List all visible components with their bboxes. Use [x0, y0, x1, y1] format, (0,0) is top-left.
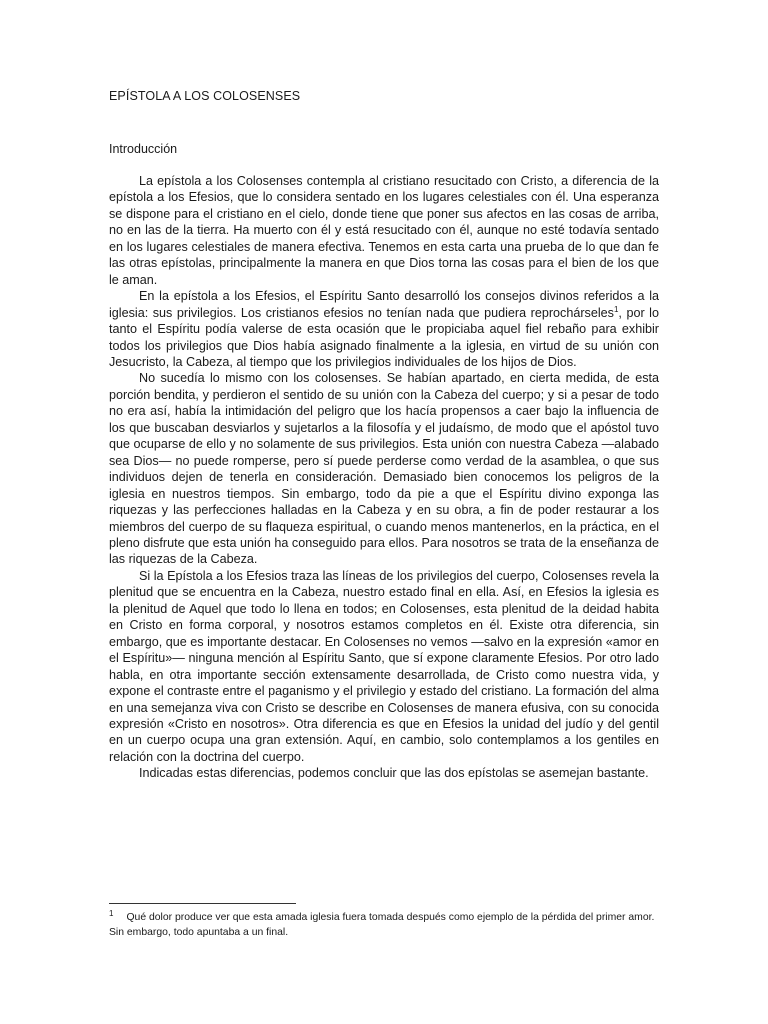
- paragraph-text: En la epístola a los Efesios, el Espíritu Santo desarrolló los consejos divinos referidos a la iglesia: sus privilegios. Los cristianos efesios no tenían nada que pudiera reprochárseles: [109, 289, 659, 320]
- paragraph-text: No sucedía lo mismo con los colosenses. Se habían apartado, en cierta medida, de esta porción bendita, y perdieron el sentido de su unión con la Cabeza del cuerpo; y si a pesar de todo no era así, había la intimidación del peligro que los hacía propensos a caer bajo la influencia de los que buscaban desviarlos y sujetarlos a la filosofía y el judaísmo, de modo que el apóstol tuvo que ocuparse de ello y no solamente de sus privilegios. Esta unión con nuestra Cabeza —alabado sea Dios— no puede romperse, pero sí puede perderse como verdad de la asamblea, o que sus individuos dejen de tenerla en consideración. Demasiado bien conocemos los peligros de la iglesia en nuestros tiempos. Sin embargo, todo da pie a que el Espíritu divino exponga las riquezas y las perfecciones halladas en la Cabeza y en su obra, a fin de poder restaurar a los miembros del cuerpo de su flaqueza espiritual, o cuando menos mantenerlos, en la práctica, en el pleno disfrute que esta unión ha conseguido para ellos. Para nosotros se trata de la enseñanza de las riquezas de la Cabeza.: [109, 371, 659, 567]
- paragraph-2: [109, 288, 659, 370]
- paragraph-text: Si la Epístola a los Efesios traza las líneas de los privilegios del cuerpo, Colosenses revela la plenitud que se encuentra en la Cabeza, nuestro estado final en ella. Así, en Efesios la iglesia es la plenitud de Aquel que todo lo llena en todos; en Colosenses, esta plenitud de la deidad habita en Cristo en forma corporal, y nosotros estamos completos en él. Existe otra diferencia, sin embargo, que es importante destacar. En Colosenses no vemos —salvo en la expresión «amor en el Espíritu»— ninguna mención al Espíritu Santo, que sí expone claramente Efesios. Por otro lado habla, en otra importante sección extensamente desarrollada, de Cristo como nuestra vida, y expone el contraste entre el paganismo y el privilegio y estado del cristiano. La formación del alma en una semejanza viva con Cristo se describe en Colosenses de manera efusiva, con su conocida expresión «Cristo en nosotros». Otra diferencia es que en Efesios la unidad del judío y del gentil en un cuerpo ocupa una gran extensión. Aquí, en cambio, solo contemplamos a los gentiles en relación con la doctrina del cuerpo.: [109, 568, 659, 764]
- document-body: [109, 173, 659, 782]
- footnote: [109, 910, 659, 940]
- footnote-separator: [109, 903, 296, 904]
- paragraph-4: [109, 568, 659, 765]
- paragraph-5: [109, 765, 659, 781]
- section-heading: Introducción: [109, 142, 178, 156]
- paragraph-3: [109, 370, 659, 567]
- paragraph-text: , por lo tanto el Espíritu podía valerse de esta ocasión que le propiciaba aquel fiel rebaño para exhibir todos los privilegios que Dios había asignado finalmente a la iglesia, en virtud de su unión con Jesucristo, la Cabeza, al tiempo que los privilegios individuales de los hijos de Dios.: [109, 305, 659, 369]
- paragraph-1: [109, 173, 659, 288]
- document-title: EPÍSTOLA A LOS COLOSENSES: [109, 89, 301, 103]
- paragraph-text: La epístola a los Colosenses contempla al cristiano resucitado con Cristo, a diferencia de la epístola a los Efesios, que lo considera sentado en los lugares celestiales con él. Una esperanza se dispone para el cristiano en el cielo, donde tiene que poner sus afectos en las cosas de arriba, no en las de la tierra. Ha muerto con él y está resucitado con él, aunque no esté todavía sentado en los lugares celestiales de manera efectiva. Tenemos en esta carta una prueba de lo que dan fe las otras epístolas, principalmente la manera en que Dios torna las cosas para el bien de los que le aman.: [109, 174, 659, 287]
- footnote-text: Qué dolor produce ver que esta amada iglesia fuera tomada después como ejemplo de la pérdida del primer amor. Sin embargo, todo apuntaba a un final.: [109, 912, 655, 938]
- footnote-mark: 1: [109, 908, 114, 918]
- paragraph-text: Indicadas estas diferencias, podemos concluir que las dos epístolas se asemejan bastante.: [139, 766, 649, 781]
- footnote-reference[interactable]: 1: [613, 304, 619, 314]
